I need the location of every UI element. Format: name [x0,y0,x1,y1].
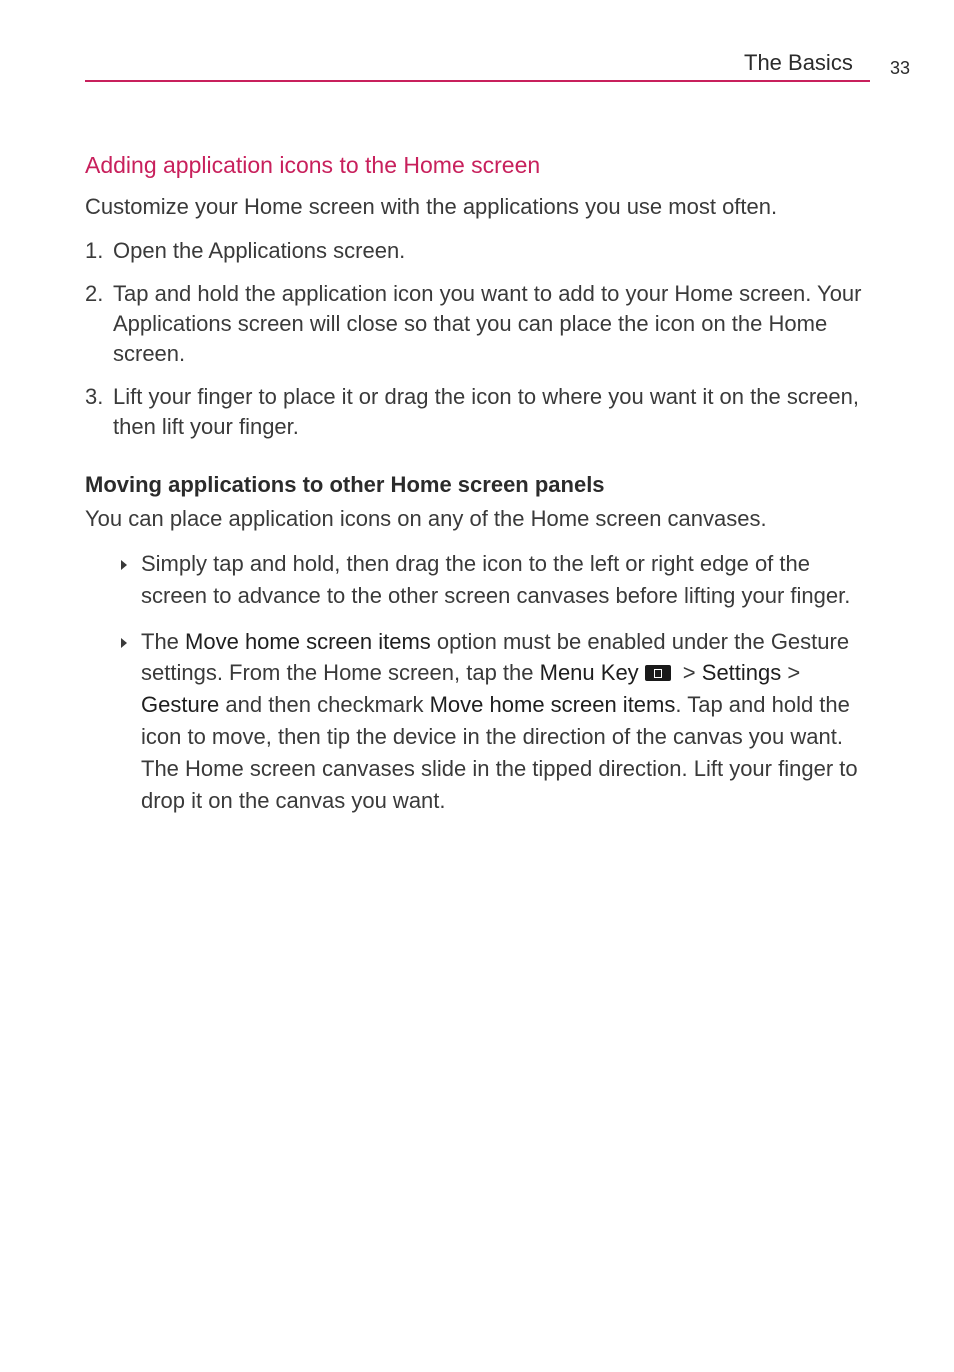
bullet-triangle-icon [121,638,127,648]
bullet-text: and then checkmark [219,692,430,718]
step-2 [85,279,875,369]
step-number: 1. [85,238,104,263]
step-text: Tap and hold the application icon you want to add to your Home screen. Your Applications screen will close so that you can place the icon on the Home screen. [113,281,862,366]
section-title: The Basics [744,50,853,75]
bullet-text: The [141,628,186,654]
page-content [85,148,875,830]
step-text: Lift your finger to place it or drag the icon to where you want it on the screen, then lift your finger. [113,384,859,439]
header-divider [85,80,870,82]
settings-label: Settings [701,660,782,686]
heading-moving-apps: Moving applications to other Home screen panels [85,472,605,497]
bullet-text: > [676,660,702,686]
gesture-label: Gesture [141,692,220,718]
option-name: Move home screen items [185,628,431,654]
bullet-text: Simply tap and hold, then drag the icon to the left or right edge of the screen to advance to the other screen canvases before lifting your finger. [141,551,851,608]
bullet-text: . Tap and hold the icon to move, then tip the device in the direction of the canvas you want. The Home screen canvases slide in the tipped direction. Lift your finger to drop it on the canvas you want. [141,692,858,813]
menu-key-label: Menu Key [539,660,639,686]
step-1 [85,236,875,266]
step-number: 3. [85,384,104,409]
intro-paragraph: You can place application icons on any of the Home screen canvases. [85,506,767,531]
heading-adding-icons: Adding application icons to the Home screen [85,152,541,178]
step-number: 2. [85,281,104,306]
bullet-text: option must be enabled under the Gesture settings. From the Home screen, tap the [141,628,850,686]
page-number: 33 [890,58,911,78]
option-name: Move home screen items [429,692,676,718]
intro-paragraph: Customize your Home screen with the applications you use most often. [85,194,778,219]
bullet-item [85,626,875,817]
step-text: Open the Applications screen. [113,238,406,263]
bullet-text: > [781,660,801,686]
menu-key-icon [645,665,671,681]
bullet-triangle-icon [121,560,127,570]
step-3 [85,382,875,442]
bullet-item [85,548,875,612]
